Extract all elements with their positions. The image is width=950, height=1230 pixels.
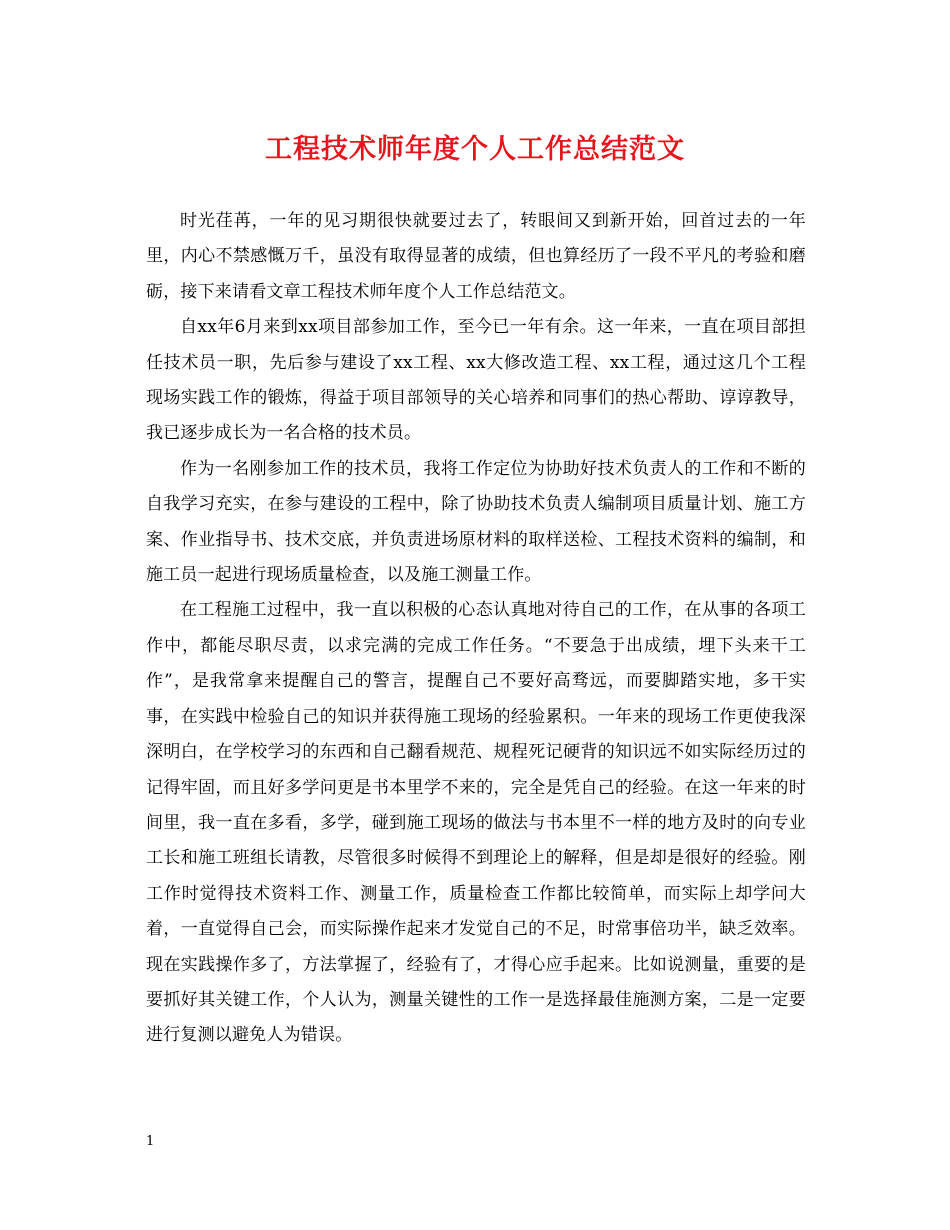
paragraph-1: 时光荏苒，一年的见习期很快就要过去了，转眼间又到新开始，回首过去的一年里，内心不禁感慨万千，虽没有取得显著的成绩，但也算经历了一段不平凡的考验和磨砺，接下来请看文章工程技术师年度个人工作总结范文。 [146,211,806,302]
paragraph-3: 作为一名刚参加工作的技术员，我将工作定位为协助好技术负责人的工作和不断的自我学习充实，在参与建设的工程中，除了协助技术负责人编制项目质量计划、施工方案、作业指导书、技术交底，并负责进场原材料的取样送检、工程技术资料的编制，和施工员一起进行现场质量检查，以及施工测量工作。 [146,458,806,586]
document-title: 工程技术师年度个人工作总结范文 [265,134,685,165]
document-body [146,204,806,1054]
paragraph-2: 自xx年6月来到xx项目部参加工作，至今已一年有余。这一年来，一直在项目部担任技术员一职，先后参与建设了xx工程、xx大修改造工程、xx工程，通过这几个工程现场实践工作的锻炼，得益于项目部领导的关心培养和同事们的热心帮助、谆谆教导，我已逐步成长为一名合格的技术员。 [146,317,806,444]
paragraph-4: 在工程施工过程中，我一直以积极的心态认真地对待自己的工作，在从事的各项工作中，都能尽职尽责，以求完满的完成工作任务。“不要急于出成绩，埋下头来干工作”，是我常拿来提醒自己的警言，提醒自己不要好高骛远，而要脚踏实地，多干实事，在实践中检验自己的知识并获得施工现场的经验累积。一年来的现场工作更使我深深明白，在学校学习的东西和自己翻看规范、规程死记硬背的知识远不如实际经历过的记得牢固，而且好多学问更是书本里学不来的，完全是凭自己的经验。在这一年来的时间里，我一直在多看，多学，碰到施工现场的做法与书本里不一样的地方及时的向专业工长和施工班组长请教，尽管很多时候得不到理论上的解释，但是却是很好的经验。刚工作时觉得技术资料工作、测量工作，质量检查工作都比较简单，而实际上却学问大着，一直觉得自己会，而实际操作起来才发觉自己的不足，时常事倍功半，缺乏效率。现在实践操作多了，方法掌握了，经验有了，才得心应手起来。比如说测量，重要的是要抓好其关键工作，个人认为，测量关键性的工作一是选择最佳施测方案，二是一定要进行复测以避免人为错误。 [146,600,806,1046]
page-number: 1 [146,1134,155,1149]
